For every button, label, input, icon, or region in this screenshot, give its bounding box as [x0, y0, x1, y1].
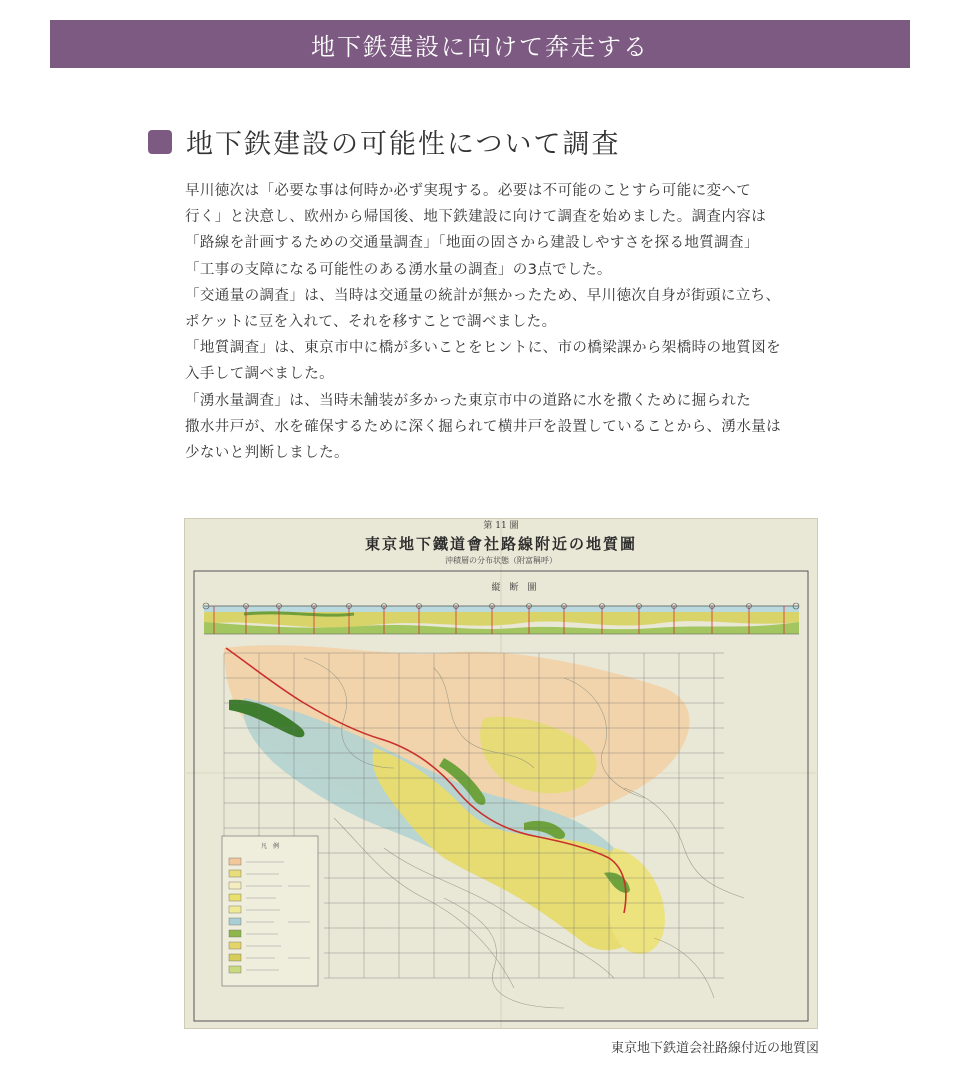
figure-caption: 東京地下鉄道会社路線付近の地質図 [610, 1041, 819, 1056]
banner-title: 地下鉄建設に向けて奔走する [311, 32, 649, 61]
body-line: 撒水井戸が、水を確保するために深く掘られて横井戸を設置していることから、湧水量は [185, 418, 781, 435]
body-line: 「地質調査」は、東京市中に橋が多いことをヒントに、市の橋梁課から架橋時の地質図を [185, 340, 781, 357]
body-line: 「交通量の調査」は、当時は交通量の統計が無かったため、早川徳次自身が街頭に立ち、 [185, 287, 781, 304]
section-heading-text: 地下鉄建設の可能性について調査 [186, 129, 621, 160]
body-line: ポケットに豆を入れて、それを移すことで調べました。 [185, 314, 557, 331]
map-legend [222, 836, 318, 986]
body-line: 「路線を計画するための交通量調査」「地面の固さから建設しやすさを探る地質調査」 [185, 235, 759, 252]
plate-number: 第 11 圖 [483, 521, 519, 531]
body-line: 入手して調べました。 [185, 366, 334, 383]
longitudinal-profile [203, 603, 799, 634]
body-line: 「湧水量調査」は、当時未舗装が多かった東京市中の道路に水を撒くために掘られた [185, 392, 752, 409]
body-line: 行く」と決意し、欧州から帰国後、地下鉄建設に向けて調査を始めました。調査内容は [185, 209, 767, 226]
geological-map-figure [184, 518, 818, 1029]
body-line: 少ないと判断しました。 [185, 445, 349, 462]
body-line: 早川徳次は「必要な事は何時か必ず実現する。必要は不可能のことすら可能に変へて [185, 183, 752, 199]
legend-title: 凡 例 [260, 843, 280, 850]
body-line: 「工事の支障になる可能性のある湧水量の調査」の3点でした。 [185, 261, 612, 278]
profile-label: 縦 断 圖 [491, 583, 537, 593]
map-title: 東京地下鐵道會社路線附近の地質圖 [364, 535, 638, 553]
body-text [185, 178, 825, 466]
page-banner [50, 20, 910, 68]
map-subtitle: 沖積層の分布状態（附富稱呼） [445, 556, 557, 565]
section-heading [148, 122, 620, 161]
heading-square-icon [148, 130, 172, 154]
geological-map-image [184, 518, 818, 1029]
